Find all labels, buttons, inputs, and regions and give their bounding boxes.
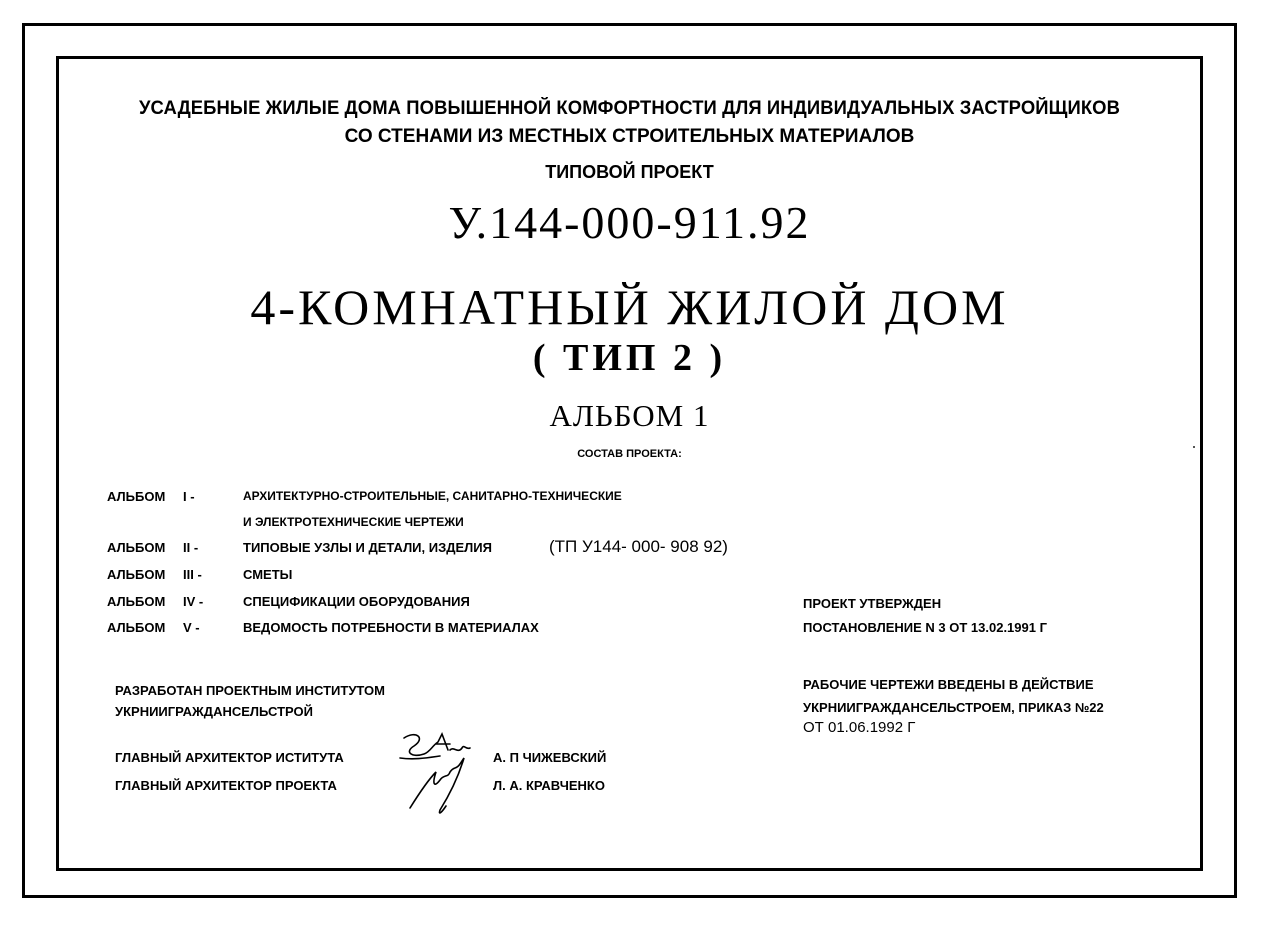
working-drawings-line-2: УКРНИИГРАЖДАНСЕЛЬСТРОЕМ, ПРИКАЗ №22 [803, 700, 1104, 715]
working-drawings-line-1: РАБОЧИЕ ЧЕРТЕЖИ ВВЕДЕНЫ В ДЕЙСТВИЕ [803, 677, 1094, 692]
chief-architect-institute-name: А. П ЧИЖЕВСКИЙ [493, 750, 607, 765]
document-title: 4-КОМНАТНЫЙ ЖИЛОЙ ДОМ [250, 279, 1009, 335]
album-5-number: V - [183, 620, 200, 635]
album-1-number: I - [183, 489, 195, 504]
album-1-desc-cont: И ЭЛЕКТРОТЕХНИЧЕСКИЕ ЧЕРТЕЖИ [243, 515, 464, 529]
album-4-label: АЛЬБОМ [107, 594, 166, 609]
approval-line-2: ПОСТАНОВЛЕНИЕ N 3 ОТ 13.02.1991 Г [803, 620, 1047, 635]
album-2-number: II - [183, 540, 199, 555]
header-line-1: УСАДЕБНЫЕ ЖИЛЫЕ ДОМА ПОВЫШЕННОЙ КОМФОРТНОСТИ ДЛЯ ИНДИВИДУАЛЬНЫХ ЗАСТРОЙЩИКОВ [138, 98, 1121, 119]
album-3-desc: СМЕТЫ [243, 567, 293, 582]
album-2-desc: ТИПОВЫЕ УЗЛЫ И ДЕТАЛИ, ИЗДЕЛИЯ [243, 540, 492, 555]
album-3-number: III - [183, 567, 202, 582]
chief-architect-project-role: ГЛАВНЫЙ АРХИТЕКТОР ПРОЕКТА [115, 778, 337, 793]
composition-label: СОСТАВ ПРОЕКТА: [577, 448, 682, 460]
developer-line-2: УКРНИИГРАЖДАНСЕЛЬСТРОЙ [115, 704, 314, 719]
album-1-desc: АРХИТЕКТУРНО-СТРОИТЕЛЬНЫЕ, САНИТАРНО-ТЕХНИЧЕСКИЕ [243, 489, 622, 503]
header-line-3: ТИПОВОЙ ПРОЕКТ [545, 162, 714, 182]
album-2-label: АЛЬБОМ [107, 540, 166, 555]
album-5-label: АЛЬБОМ [107, 620, 166, 635]
developer-line-1: РАЗРАБОТАН ПРОЕКТНЫМ ИНСТИТУТОМ [115, 683, 385, 698]
scan-speck [1193, 446, 1195, 448]
album-4-desc: СПЕЦИФИКАЦИИ ОБОРУДОВАНИЯ [243, 594, 470, 609]
header-line-2: СО СТЕНАМИ ИЗ МЕСТНЫХ СТРОИТЕЛЬНЫХ МАТЕРИАЛОВ [344, 126, 915, 147]
chief-architect-institute-role: ГЛАВНЫЙ АРХИТЕКТОР ИСТИТУТА [115, 750, 344, 765]
album-3-label: АЛЬБОМ [107, 567, 166, 582]
album-4-number: IV - [183, 594, 204, 609]
project-code: У.144-000-911.92 [448, 197, 811, 248]
album-2-reference: (ТП У144- 000- 908 92) [549, 537, 728, 556]
working-drawings-line-3: ОТ 01.06.1992 Г [803, 719, 916, 736]
album-title: АЛЬБОМ 1 [549, 398, 710, 433]
type-label: ( ТИП 2 ) [532, 337, 727, 379]
chief-architect-project-name: Л. А. КРАВЧЕНКО [493, 778, 605, 793]
album-1-label: АЛЬБОМ [107, 489, 166, 504]
handwritten-signatures [390, 728, 530, 823]
approval-line-1: ПРОЕКТ УТВЕРЖДЕН [803, 596, 942, 611]
album-5-desc: ВЕДОМОСТЬ ПОТРЕБНОСТИ В МАТЕРИАЛАХ [243, 620, 539, 635]
